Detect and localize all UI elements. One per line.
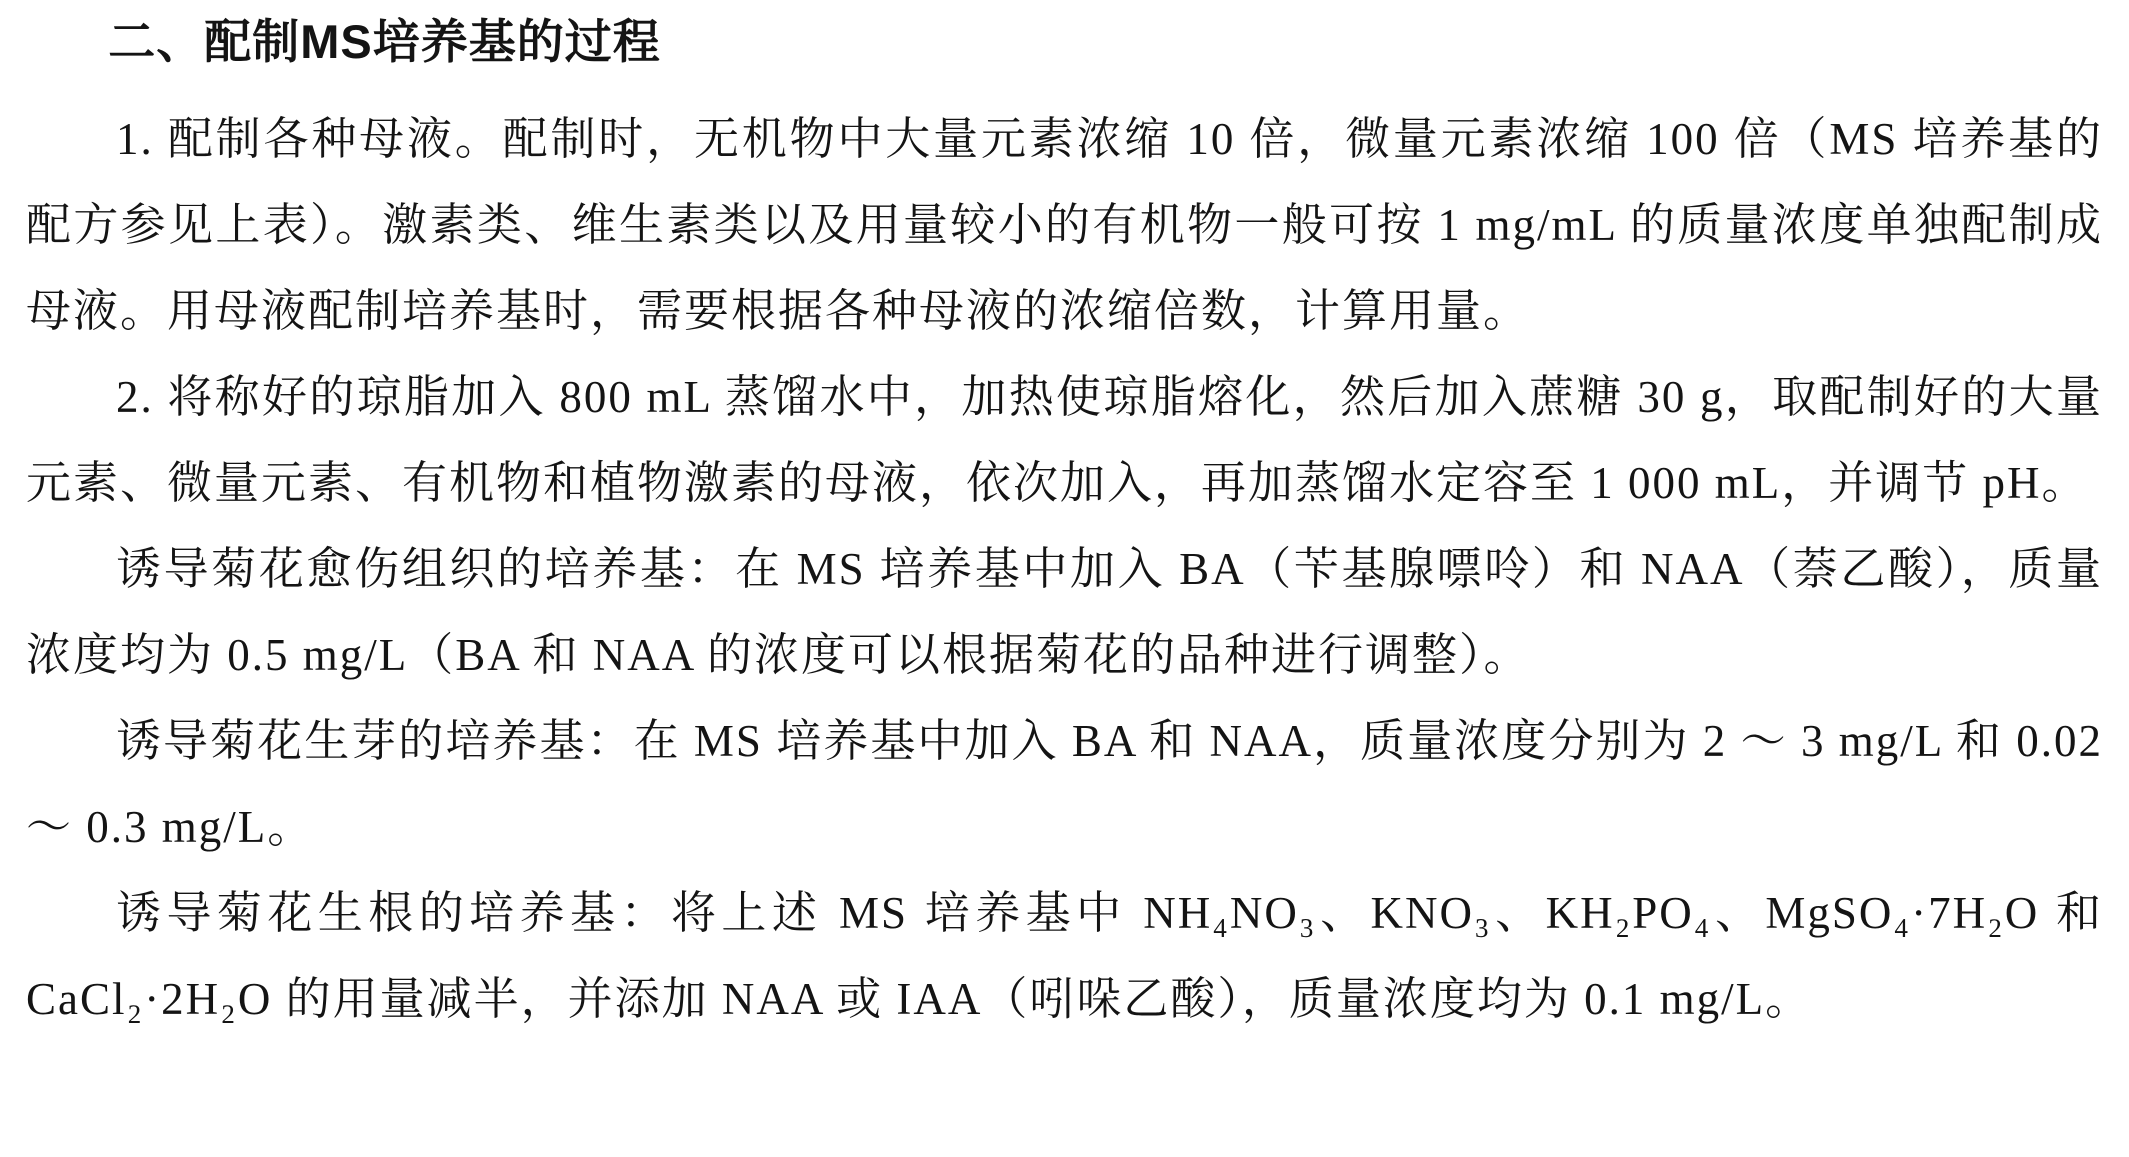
paragraph-callus-medium: 诱导菊花愈伤组织的培养基：在 MS 培养基中加入 BA（苄基腺嘌呤）和 NAA（萘乙酸），质量浓度均为 0.5 mg/L（BA 和 NAA 的浓度可以根据菊花的品种进行调整）。 bbox=[26, 544, 2103, 680]
paragraph-agar-preparation: 2. 将称好的琼脂加入 800 mL 蒸馏水中，加热使琼脂熔化，然后加入蔗糖 30 g，取配制好的大量元素、微量元素、有机物和植物激素的母液，依次加入，再加蒸馏水定容至 1 000 mL，并调节 pH。 bbox=[26, 372, 2103, 508]
body-text bbox=[26, 96, 2103, 1042]
paragraph-mother-liquor: 1. 配制各种母液。配制时，无机物中大量元素浓缩 10 倍，微量元素浓缩 100 倍（MS 培养基的配方参见上表）。激素类、维生素类以及用量较小的有机物一般可按 1 mg/mL 的质量浓度单独配制成母液。用母液配制培养基时，需要根据各种母液的浓缩倍数，计算用量。 bbox=[26, 114, 2103, 336]
paragraph-root-medium: 诱导菊花生根的培养基：将上述 MS 培养基中 NH₄NO₃、KNO₃、KH₂PO₄、MgSO₄·7H₂O 和 CaCl₂·2H₂O 的用量减半，并添加 NAA 或 IAA（吲哚乙酸），质量浓度均为 0.1 mg/L。 bbox=[26, 888, 2103, 1024]
paragraph-shoot-medium: 诱导菊花生芽的培养基：在 MS 培养基中加入 BA 和 NAA，质量浓度分别为 2 ～ 3 mg/L 和 0.02 ～ 0.3 mg/L。 bbox=[26, 716, 2103, 852]
section-heading: 二、配制MS培养基的过程 bbox=[108, 15, 661, 68]
